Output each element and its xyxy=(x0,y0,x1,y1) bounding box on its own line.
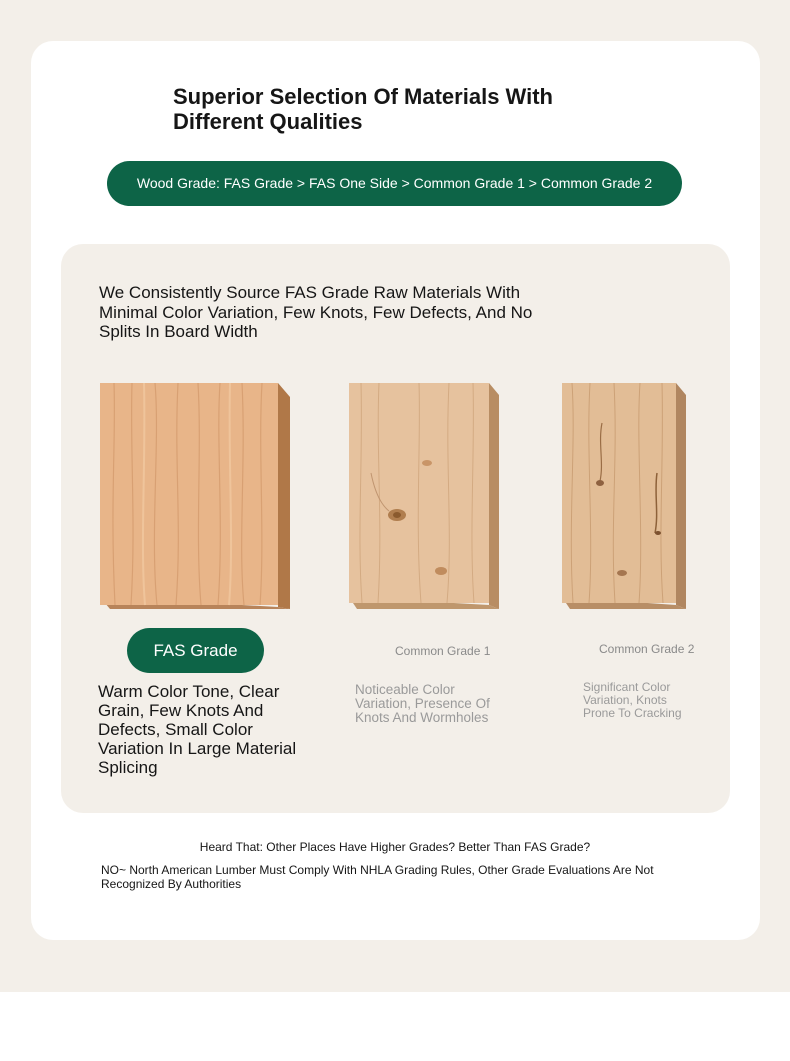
common-grade-2-wood-board-image xyxy=(562,383,686,609)
common-grade-1-description: Noticeable Color Variation, Presence Of Knots And Wormholes xyxy=(355,682,490,725)
common-grade-1-label: Common Grade 1 xyxy=(395,644,491,658)
grade-order-banner: Wood Grade: FAS Grade > FAS One Side > Common Grade 1 > Common Grade 2 xyxy=(107,161,682,206)
common-grade-2-label: Common Grade 2 xyxy=(599,642,695,656)
fas-grade-description: Warm Color Tone, Clear Grain, Few Knots And Defects, Small Color Variation In Large Material Splicing xyxy=(98,682,297,777)
fas-wood-board-image xyxy=(100,383,290,609)
section-heading: We Consistently Source FAS Grade Raw Materials With Minimal Color Variation, Few Knots, Few Defects, And No Splits In Board Width xyxy=(99,283,533,341)
fas-grade-badge: FAS Grade xyxy=(127,628,264,673)
footer-question: Heard That: Other Places Have Higher Grades? Better Than FAS Grade? xyxy=(199,840,591,854)
common-grade-1-wood-board-image xyxy=(349,383,499,609)
page-title: Superior Selection Of Materials With Different Qualities xyxy=(173,84,553,134)
footer-answer: NO~ North American Lumber Must Comply With NHLA Grading Rules, Other Grade Evaluations Are Not Recognized By Authorities xyxy=(101,863,654,891)
common-grade-2-description: Significant Color Variation, Knots Prone To Cracking xyxy=(583,680,682,720)
